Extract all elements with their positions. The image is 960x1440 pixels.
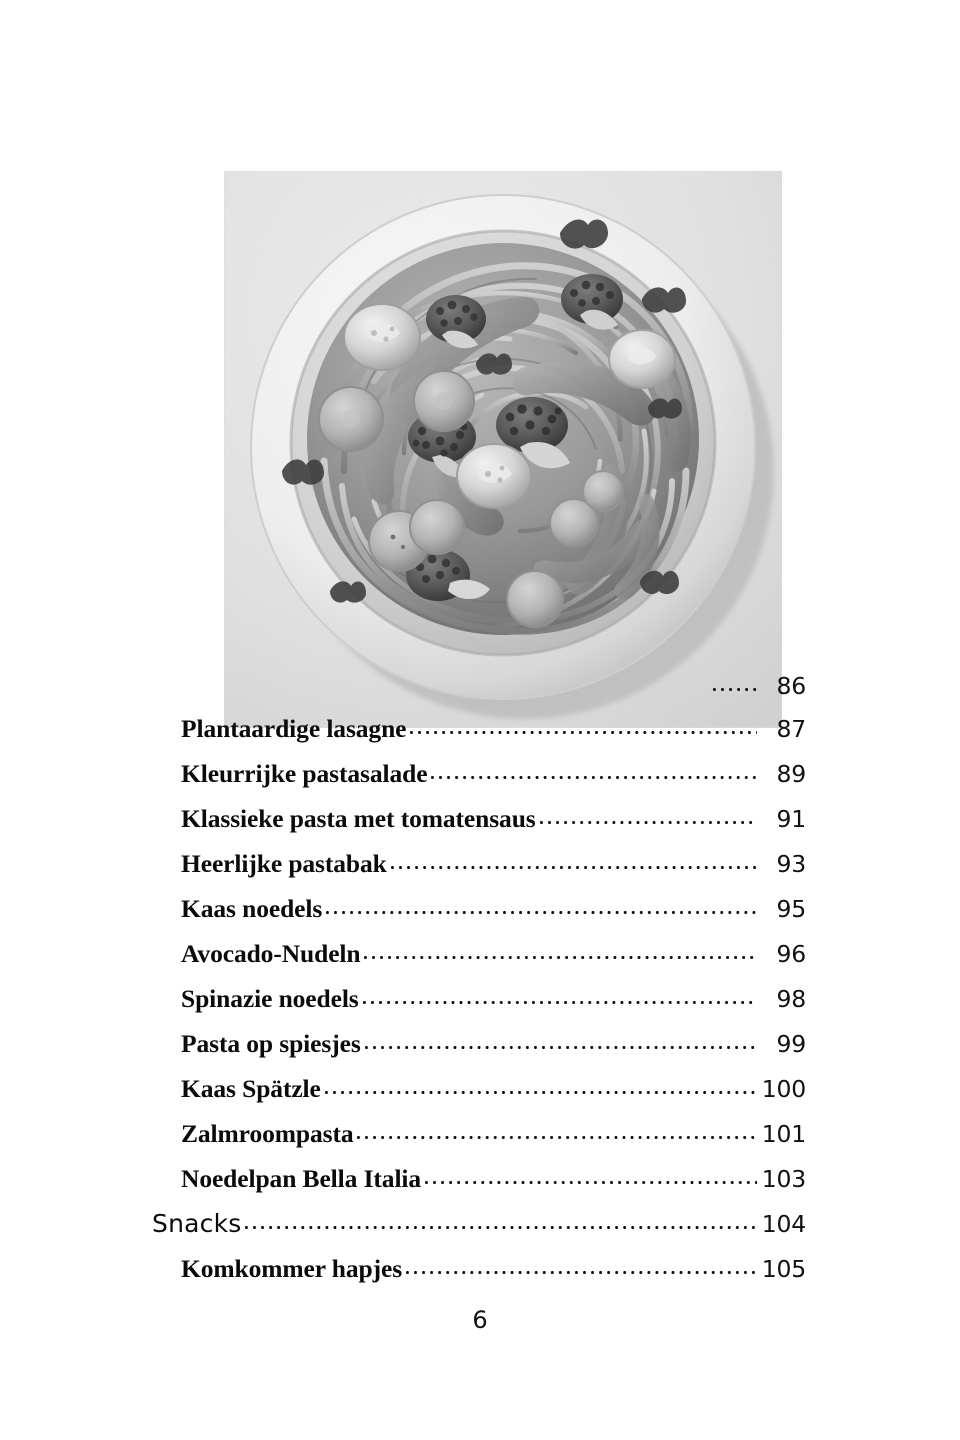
toc-entry-label: Plantaardige lasagne [181, 714, 407, 743]
dot-leader [364, 946, 757, 962]
toc-section-row[interactable] [152, 1209, 806, 1254]
toc-page-number: 95 [776, 895, 806, 923]
toc-entry-label: Kleurrijke pastasalade [181, 759, 428, 788]
toc-row[interactable] [152, 1074, 806, 1119]
toc-row[interactable] [152, 1164, 806, 1209]
dot-leader [713, 678, 757, 694]
dot-leader [431, 766, 757, 782]
toc-page-number: 104 [761, 1210, 806, 1238]
toc-entry-label: Spinazie noedels [181, 984, 359, 1013]
toc-row[interactable] [152, 1029, 806, 1074]
toc-entry-label: Noedelpan Bella Italia [181, 1164, 422, 1193]
toc-page-number: 99 [776, 1030, 806, 1058]
toc-page-number: 89 [776, 760, 806, 788]
toc-section-label: Snacks [152, 1209, 242, 1238]
pasta-bowl-photo [224, 171, 782, 728]
toc-entry-label: Klassieke pasta met tomatensaus [181, 804, 536, 833]
dot-leader [363, 991, 757, 1007]
toc-row[interactable] [152, 672, 806, 714]
toc-entry-label: Kaas Spätzle [181, 1074, 321, 1103]
dot-leader [325, 1081, 757, 1097]
toc-row[interactable] [152, 714, 806, 759]
toc-entry-label: Heerlijke pastabak [181, 849, 387, 878]
dot-leader [406, 1261, 757, 1277]
dot-leader [326, 901, 757, 917]
dot-leader [410, 721, 757, 737]
toc-page-number: 98 [776, 985, 806, 1013]
toc-page-number: 93 [776, 850, 806, 878]
toc-entry-label: Zalmroompasta [181, 1119, 354, 1148]
toc-page-number: 86 [776, 672, 806, 700]
toc-page-number: 105 [761, 1255, 806, 1283]
toc-page-number: 87 [776, 715, 806, 743]
table-of-contents [152, 672, 806, 1299]
toc-entry-label: Avocado-Nudeln [181, 939, 361, 968]
toc-row[interactable] [152, 1119, 806, 1164]
toc-row[interactable] [152, 939, 806, 984]
toc-page-number: 101 [761, 1120, 806, 1148]
toc-entry-label: Komkommer hapjes [181, 1254, 403, 1283]
dot-leader [425, 1171, 757, 1187]
toc-row[interactable] [152, 804, 806, 849]
toc-row[interactable] [152, 1254, 806, 1299]
dot-leader [357, 1126, 757, 1142]
page-number-folio: 6 [472, 1306, 488, 1334]
pasta-bowl-illustration [224, 171, 782, 728]
toc-entry-label: Kaas noedels [181, 894, 323, 923]
dot-leader [245, 1216, 757, 1232]
toc-row[interactable] [152, 759, 806, 804]
toc-entry-label: Pasta op spiesjes [181, 1029, 361, 1058]
toc-row[interactable] [152, 849, 806, 894]
toc-page-number: 96 [776, 940, 806, 968]
toc-page-number: 103 [761, 1165, 806, 1193]
dot-leader [365, 1036, 757, 1052]
toc-row[interactable] [152, 894, 806, 939]
toc-page-number: 100 [761, 1075, 806, 1103]
toc-page-number: 91 [776, 805, 806, 833]
dot-leader [540, 811, 757, 827]
dot-leader [391, 856, 757, 872]
toc-row[interactable] [152, 984, 806, 1029]
